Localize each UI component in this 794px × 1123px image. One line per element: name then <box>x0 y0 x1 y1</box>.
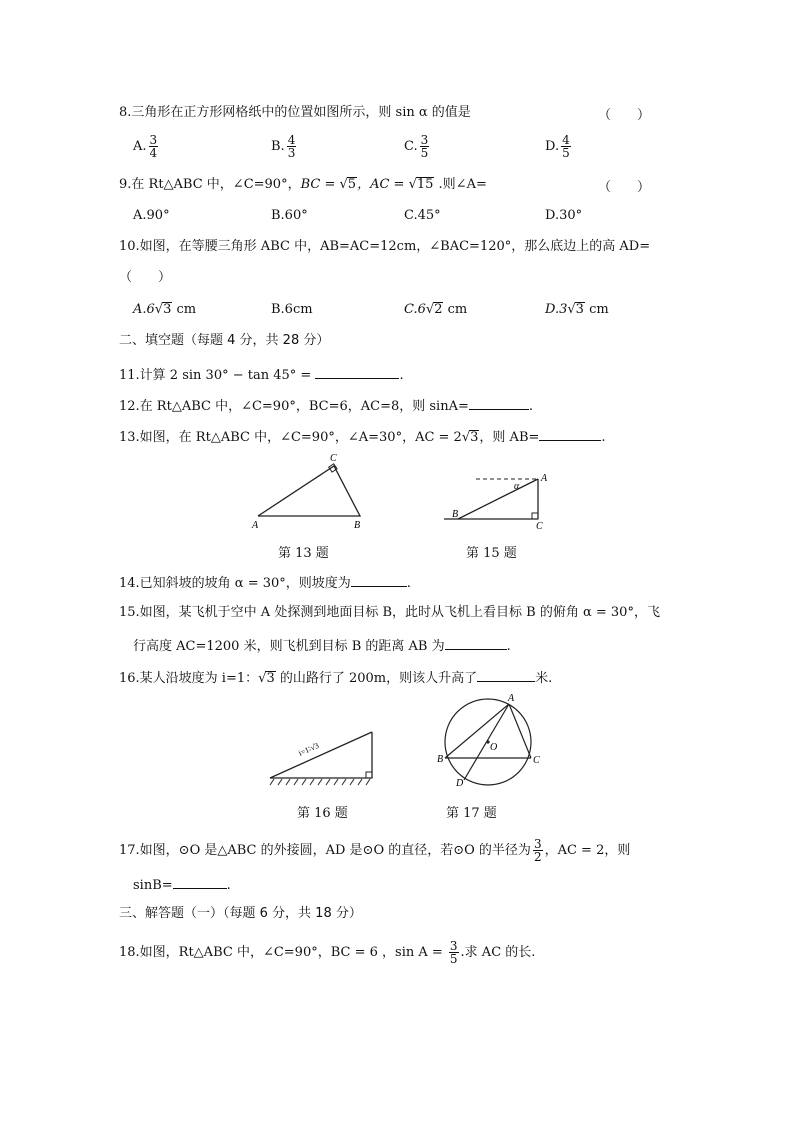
q11-stem: 11.计算 2 sin 30° − tan 45° = . <box>119 364 404 385</box>
fraction: $\frac{3}{2}$ <box>533 837 542 864</box>
q9-stem: 9.在 Rt△ABC 中，∠C=90°，BC = √5，AC = √15 .则∠A= <box>119 177 487 192</box>
fig15-label-a: A <box>541 473 548 484</box>
q8-option-d: D. $\frac{4}{5}$ <box>545 133 570 160</box>
q9-option-d: D.30° <box>545 208 583 223</box>
figure-13-triangle <box>250 450 380 532</box>
q9-option-b: B.60° <box>271 208 308 223</box>
figure-17-caption: 第 17 题 <box>446 806 497 821</box>
q8-option-b: B. $\frac{4}{3}$ <box>271 133 296 160</box>
fig17-label-a: A <box>508 693 515 704</box>
q10-option-d: D.3√3 cm <box>545 302 609 317</box>
q9-option-c: C.45° <box>404 208 441 223</box>
q15-line2: 行高度 AC=1200 米，则飞机到目标 B 的距离 AB 为 . <box>133 635 511 656</box>
fig13-label-c: C <box>330 453 337 464</box>
fraction: $\frac{3}{4}$ <box>149 133 158 160</box>
figure-16-slope <box>266 724 378 788</box>
q16-answer-blank[interactable] <box>477 667 535 682</box>
q14-stem: 14.已知斜坡的坡角 α = 30°，则坡度为 . <box>119 572 411 593</box>
q8-answer-paren: （ ） <box>598 108 651 123</box>
figure-17-circle <box>436 690 542 788</box>
q12-answer-blank[interactable] <box>469 395 529 410</box>
q10-option-c: C.6√2 cm <box>404 302 468 317</box>
q10-option-b: B.6cm <box>271 302 313 317</box>
q18-stem: 18.如图，Rt△ABC 中，∠C=90°，BC = 6 ，sin A = $\frac{3}{5}$ .求 AC 的长. <box>119 939 536 966</box>
q15-line1: 15.如图，某飞机于空中 A 处探测到地面目标 B，此时从飞机上看目标 B 的俯角 α = 30°，飞 <box>119 605 660 620</box>
figure-16-caption: 第 16 题 <box>297 806 348 821</box>
fraction: $\frac{3}{5}$ <box>420 133 429 160</box>
fraction: $\frac{4}{3}$ <box>287 133 296 160</box>
figure-13-caption: 第 13 题 <box>278 546 329 561</box>
q14-answer-blank[interactable] <box>351 572 407 587</box>
q13-stem: 13.如图，在 Rt△ABC 中，∠C=90°，∠A=30°，AC = 2√3，则 AB= . <box>119 426 606 447</box>
fig15-label-c: C <box>536 521 543 531</box>
q17-answer-blank[interactable] <box>173 874 227 889</box>
q8-option-a: A. $\frac{3}{4}$ <box>133 133 158 160</box>
fig13-label-a: A <box>252 520 259 531</box>
q10-answer-paren: （ ） <box>119 270 172 285</box>
fig15-label-b: B <box>452 509 459 520</box>
fig17-label-o: O <box>490 742 498 753</box>
q15-answer-blank[interactable] <box>445 635 507 650</box>
fig17-label-d: D <box>456 778 464 788</box>
q16-stem: 16.某人沿坡度为 i=1：√3 的山路行了 200m，则该人升高了 米. <box>119 667 552 688</box>
fraction: $\frac{3}{5}$ <box>449 939 458 966</box>
section-heading-fill-in: 二、填空题（每题 4 分，共 28 分） <box>119 333 330 348</box>
fraction: $\frac{4}{5}$ <box>562 133 570 160</box>
q12-stem: 12.在 Rt△ABC 中，∠C=90°，BC=6，AC=8，则 sinA= . <box>119 395 533 416</box>
q13-answer-blank[interactable] <box>539 426 601 441</box>
fig16-slope-label: i=1∶√3 <box>297 740 321 758</box>
q8-stem: 8.三角形在正方形网格纸中的位置如图所示，则 sin α 的值是 <box>119 105 471 120</box>
q9-option-a: A.90° <box>133 208 170 223</box>
figure-15-triangle <box>444 467 556 531</box>
fig15-label-alpha: α <box>514 481 520 492</box>
fig17-label-c: C <box>533 755 540 766</box>
q10-option-a: A.6√3 cm <box>133 302 197 317</box>
q10-stem: 10.如图，在等腰三角形 ABC 中，AB=AC=12cm，∠BAC=120°，那么底边上的高 AD= <box>119 239 651 254</box>
fig17-label-b: B <box>437 754 444 765</box>
q8-option-c: C. $\frac{3}{5}$ <box>404 133 429 160</box>
q11-answer-blank[interactable] <box>315 364 399 379</box>
q17-line2: sinB= . <box>133 874 231 895</box>
q9-answer-paren: （ ） <box>598 180 651 195</box>
section-heading-solutions: 三、解答题（一）（每题 6 分，共 18 分） <box>119 906 362 921</box>
q17-line1: 17.如图，⊙O 是△ABC 的外接圆，AD 是⊙O 的直径，若⊙O 的半径为 $\frac{3}{2}$ ，AC = 2，则 <box>119 837 631 864</box>
figure-15-caption: 第 15 题 <box>466 546 517 561</box>
fig13-label-b: B <box>354 520 361 531</box>
